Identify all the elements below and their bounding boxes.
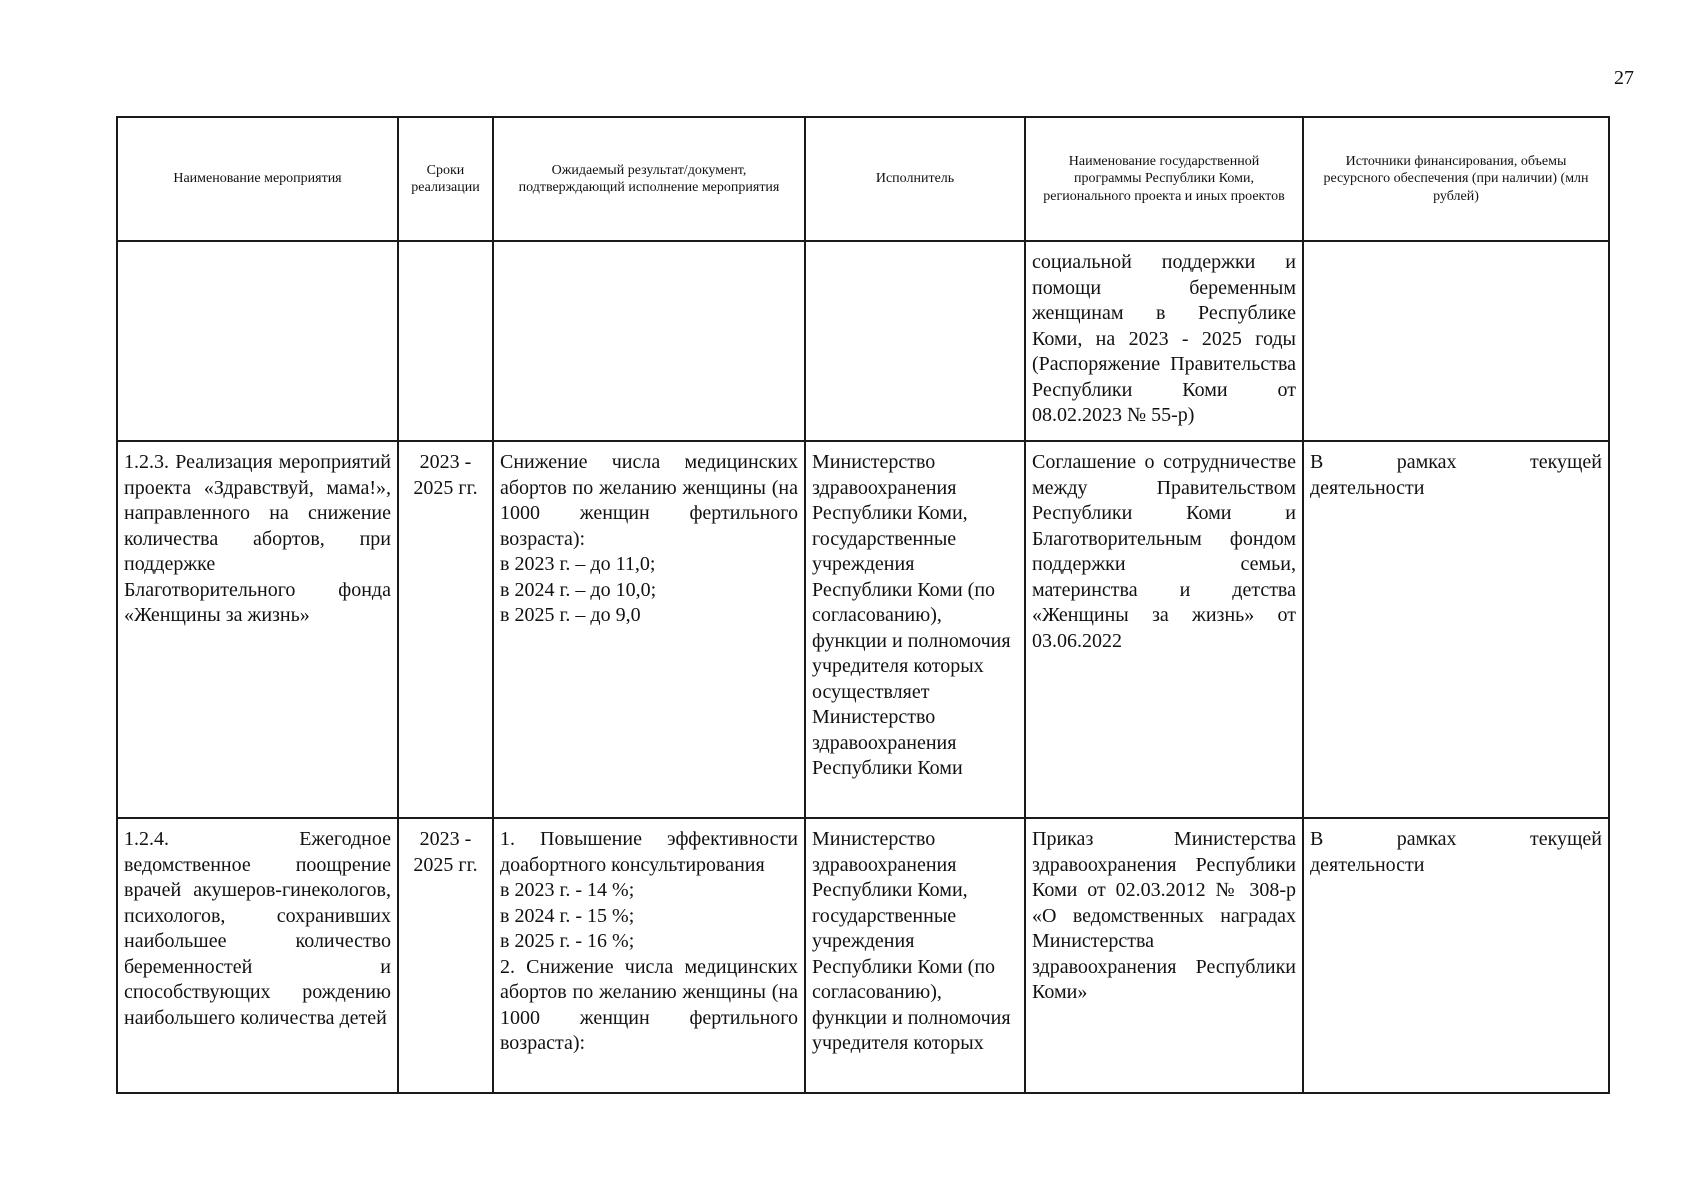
cell-funding [1303,441,1609,818]
cell-funding [1303,818,1609,1093]
funding-word: текущей [1529,451,1602,473]
funding-line-1 [1310,827,1602,853]
cell-executor [805,241,1025,441]
funding-word: В [1310,451,1324,473]
cell-program: социальной поддержки и помощи беременным женщинам в Республике Коми, на 2023 - 2025 годы (Распоряжение Правительства Республики Коми от 08.02.2023 № 55-р) [1025,241,1303,441]
cell-measure-name: 1.2.4. Ежегодное ведомственное поощрение врачей акушеров-гинекологов, психологов, сохранивших наибольшее количество беременностей и способствующих рождению наибольшего количества детей [117,818,398,1093]
cell-measure-name: 1.2.3. Реализация мероприятий проекта «Здравствуй, мама!», направленного на снижение количества абортов, при поддержке Благотворительного фонда «Женщины за жизнь» [117,441,398,818]
cell-expected-result [493,241,805,441]
cell-program: Соглашение о сотрудничестве между Правительством Республики Коми и Благотворительным фондом поддержки семьи, материнства и детства «Женщины за жизнь» от 03.06.2022 [1025,441,1303,818]
header-expected-result: Ожидаемый результат/документ, подтверждающий исполнение мероприятия [493,117,805,241]
funding-word: текущей [1529,828,1602,850]
cell-measure-name [117,241,398,441]
header-measure-name: Наименование мероприятия [117,117,398,241]
table-row [117,241,1609,441]
table-row [117,441,1609,818]
cell-period [398,241,493,441]
funding-word: рамках [1396,828,1457,850]
page-number: 27 [1614,67,1634,89]
cell-executor: Министерство здравоохранения Республики Коми, государственные учреждения Республики Коми (по согласованию), функции и полномочия учредителя которых [805,818,1025,1093]
table-row [117,818,1609,1093]
funding-line-2: деятельности [1310,476,1425,499]
header-funding: Источники финансирования, объемы ресурсного обеспечения (при наличии) (млн рублей) [1303,117,1609,241]
table-header-row [117,117,1609,241]
funding-word: В [1310,828,1324,850]
funding-line-1 [1310,450,1602,476]
header-program: Наименование государственной программы Республики Коми, регионального проекта и иных проектов [1025,117,1303,241]
header-executor: Исполнитель [805,117,1025,241]
funding-word: рамках [1396,451,1457,473]
cell-period: 2023 - 2025 гг. [398,441,493,818]
funding-line-2: деятельности [1310,853,1425,876]
cell-expected-result: 1. Повышение эффективности доабортного консультирования в 2023 г. - 14 %; в 2024 г. - 15 %; в 2025 г. - 16 %; 2. Снижение числа медицинских абортов по желанию женщины (на 1000 женщин фертильного возраста): [493,818,805,1093]
cell-funding [1303,241,1609,441]
funding-text [1310,827,1602,878]
cell-executor: Министерство здравоохранения Республики Коми, государственные учреждения Республики Коми (по согласованию), функции и полномочия учредителя которых осуществляет Министерство здравоохранения Республики Коми [805,441,1025,818]
funding-text [1310,450,1602,501]
cell-period: 2023 - 2025 гг. [398,818,493,1093]
header-period: Сроки реализации [398,117,493,241]
cell-program: Приказ Министерства здравоохранения Республики Коми от 02.03.2012 № 308-р «О ведомственных наградах Министерства здравоохранения Республики Коми» [1025,818,1303,1093]
cell-expected-result: Снижение числа медицинских абортов по желанию женщины (на 1000 женщин фертильного возраста): в 2023 г. – до 11,0; в 2024 г. – до 10,0; в 2025 г. – до 9,0 [493,441,805,818]
measures-table [116,116,1610,1094]
